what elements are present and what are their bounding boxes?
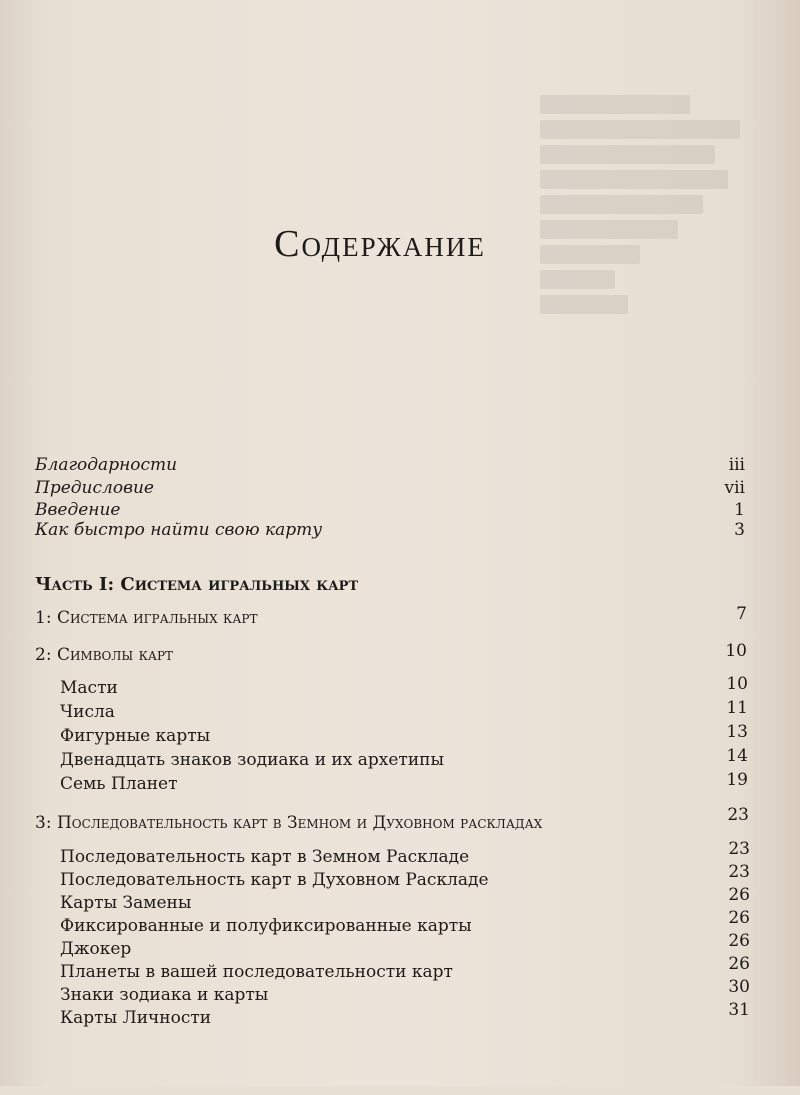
toc-entry-label: Джокер xyxy=(60,939,132,959)
toc-entry-page: vii xyxy=(724,478,745,498)
toc-entry-label: Карты Личности xyxy=(60,1008,212,1028)
toc-chapter-page: 23 xyxy=(727,805,749,825)
toc-entry[interactable] xyxy=(60,954,750,982)
toc-chapter-label: 3: Последовательность карт в Земном и Духовном раскладах xyxy=(35,813,543,833)
toc-entry[interactable] xyxy=(60,698,748,722)
toc-entry-page: 13 xyxy=(726,722,748,742)
toc-entry[interactable] xyxy=(60,862,750,890)
toc-entry-label: Фигурные карты xyxy=(60,726,211,746)
toc-chapter-label: 1: Система игральных карт xyxy=(35,608,258,628)
toc-entry-label: Как быстро найти свою карту xyxy=(35,520,323,540)
toc-entry[interactable] xyxy=(60,839,750,867)
toc-entry[interactable] xyxy=(60,722,748,746)
toc-entry[interactable] xyxy=(60,674,748,698)
toc-entry-page: 23 xyxy=(728,862,750,882)
toc-entry[interactable] xyxy=(60,1000,750,1028)
toc-entry-label: Семь Планет xyxy=(60,774,178,794)
toc-chapter[interactable] xyxy=(35,641,747,665)
toc-entry-label: Масти xyxy=(60,678,118,698)
toc-entry-page: iii xyxy=(728,455,745,475)
toc-entry-page: 19 xyxy=(726,770,748,790)
toc-entry[interactable] xyxy=(35,500,745,520)
toc-entry-label: Благодарности xyxy=(35,455,178,475)
part-heading: Часть I: Система игральных карт xyxy=(35,574,359,595)
toc-entry[interactable] xyxy=(35,520,745,540)
toc-entry[interactable] xyxy=(35,478,745,498)
toc-entry-page: 26 xyxy=(728,885,750,905)
toc-entry-page: 26 xyxy=(728,931,750,951)
toc-entry-label: Числа xyxy=(60,702,115,722)
toc-entry-page: 11 xyxy=(726,698,748,718)
toc-chapter-page: 7 xyxy=(736,604,747,624)
toc-entry-label: Последовательность карт в Духовном Раскладе xyxy=(60,870,489,890)
toc-entry-label: Введение xyxy=(35,500,121,520)
toc-entry[interactable] xyxy=(60,885,750,913)
toc-chapter-page: 10 xyxy=(725,641,747,661)
toc-chapter[interactable] xyxy=(35,805,749,833)
toc-entry[interactable] xyxy=(35,455,745,475)
toc-entry[interactable] xyxy=(60,977,750,1005)
toc-entry-label: Знаки зодиака и карты xyxy=(60,985,269,1005)
toc-entry[interactable] xyxy=(60,746,748,770)
toc-entry-page: 31 xyxy=(728,1000,750,1020)
toc-entry-page: 26 xyxy=(728,908,750,928)
toc-entry-page: 10 xyxy=(726,674,748,694)
toc-entry-label: Последовательность карт в Земном Раскладе xyxy=(60,847,470,867)
toc-chapter[interactable] xyxy=(35,604,747,628)
toc-entry-page: 23 xyxy=(728,839,750,859)
toc-entry-label: Планеты в вашей последовательности карт xyxy=(60,962,453,982)
toc-chapter-label: 2: Символы карт xyxy=(35,645,174,665)
toc-entry[interactable] xyxy=(60,931,750,959)
toc-entry[interactable] xyxy=(60,770,748,794)
toc-entry[interactable] xyxy=(60,908,750,936)
toc-entry-page: 30 xyxy=(728,977,750,997)
toc-entry-page: 14 xyxy=(726,746,748,766)
toc-entry-label: Фиксированные и полуфиксированные карты xyxy=(60,916,472,936)
toc-entry-label: Карты Замены xyxy=(60,893,192,913)
toc-entry-page: 3 xyxy=(734,520,745,540)
toc-entry-label: Двенадцать знаков зодиака и их архетипы xyxy=(60,750,445,770)
toc-entry-label: Предисловие xyxy=(35,478,154,498)
page-title: Содержание xyxy=(274,223,486,265)
toc-entry-page: 1 xyxy=(734,500,745,520)
toc-entry-page: 26 xyxy=(728,954,750,974)
